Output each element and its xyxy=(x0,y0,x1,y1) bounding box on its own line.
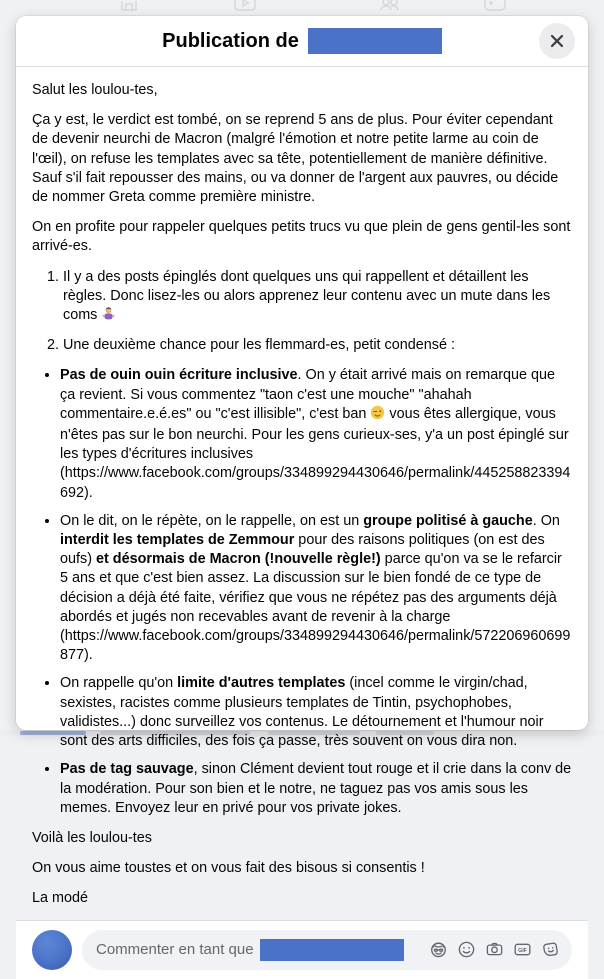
post-paragraph xyxy=(32,218,572,256)
post-text: parce qu'on va se le refarcir 5 ans et que c'est bien assez. La discussion sur le bien fondé de ce type de décision a déjà été faite, vérifiez que vous ne répétez pas des arguments déjà abordés et jugés non recevables avant de revenir à la charge (https://www.facebook.com/groups/334899294430646/permalink/572206960699877). xyxy=(60,551,571,664)
dialog-title: Publication de xyxy=(162,30,299,52)
author-name-redaction xyxy=(308,28,442,54)
comment-bar xyxy=(16,920,588,979)
post-dialog xyxy=(16,16,588,959)
emoji-icon[interactable] xyxy=(457,940,476,959)
comment-icon-row xyxy=(429,940,560,959)
post-paragraph xyxy=(32,889,572,908)
post-text: Voilà les loulou-tes xyxy=(32,829,152,846)
user-avatar xyxy=(32,930,72,970)
post-text: Ça y est, le verdict est tombé, on se reprend 5 ans de plus. Pour éviter cependant de devenir neurchi de Macron (malgré l'émotion et notre petite larme au coin de l'œil), on refuse les templates avec sa tête, potentiellement de manière définitive. Sauf s'il fait repousser des mains, ou va donner de l'argent aux pauvres, ou décide de nommer Greta comme première ministre. xyxy=(32,112,559,206)
dialog-header xyxy=(16,16,588,67)
post-text: Il y a des posts épinglés dont quelques uns qui rappellent et détaillent les règles. Donc lisez-les ou alors apprenez leur contenu avec un mute dans les coms xyxy=(63,268,551,324)
post-text: On le dit, on le répète, on le rappelle, on est un xyxy=(60,512,364,529)
background-groups-icon xyxy=(378,0,402,13)
comment-name-redaction xyxy=(260,939,404,961)
gif-icon[interactable] xyxy=(513,940,532,959)
winking-face-emoji xyxy=(370,405,385,426)
post-text: Une deuxième chance pour les flemmard-es, petit condensé : xyxy=(63,337,455,354)
post-text: Salut les loulou-tes, xyxy=(32,82,158,98)
post-text: On rappelle qu'on xyxy=(60,675,178,692)
post-text: . On xyxy=(532,512,560,529)
svg-text:GIF: GIF xyxy=(518,948,527,955)
post-text: La modé xyxy=(32,890,89,907)
post-text-bold: groupe politisé à gauche xyxy=(363,512,533,529)
comment-input[interactable] xyxy=(82,930,572,970)
close-icon xyxy=(547,31,567,51)
background-watch-icon xyxy=(233,0,257,13)
post-text: On vous aime toustes et on vous fait des bisous si consentis ! xyxy=(32,860,425,877)
post-text-bold: interdit les templates de Zemmour xyxy=(60,532,295,549)
post-text: pour des raisons politiques (on est des oufs) xyxy=(60,532,545,568)
post-list-item xyxy=(60,674,572,751)
post-list-item xyxy=(63,336,572,355)
post-paragraph xyxy=(32,859,572,878)
background-gaming-icon xyxy=(483,0,507,13)
avatar-icon[interactable] xyxy=(429,940,448,959)
sticker-icon[interactable] xyxy=(541,940,560,959)
post-text: vous êtes allergique, vous n'êtes pas sur le bon neurchi. Pour les gens curieux-ses, y'a un post épinglé sur les types d'écritures inclusives (https://www.facebook.com/groups/334899294430646/permalink/445258823394692). xyxy=(60,405,571,501)
post-text-bold: et désormais de Macron (!nouvelle règle!) xyxy=(96,551,381,568)
comment-placeholder: Commenter en tant que xyxy=(96,941,254,959)
post-list-item xyxy=(60,366,572,502)
post-list-item xyxy=(63,268,572,328)
post-text: (incel comme le virgin/chad, sexistes, racistes comme plusieurs templates de Tintin, psychophobes, validistes...) donc surveillez vos contenus. Le détournement et l'humour noir sont des arts difficiles, des fois ça passe, très souvent on vous dira non. xyxy=(60,675,544,750)
post-paragraph xyxy=(32,829,572,848)
camera-icon[interactable] xyxy=(485,940,504,959)
post-list-item xyxy=(60,760,572,818)
background-home-icon xyxy=(118,0,140,13)
post-paragraph xyxy=(32,81,572,100)
post-text-bold: Pas de tag sauvage xyxy=(60,761,194,778)
post-text: , sinon Clément devient tout rouge et il crie dans la conv de la modération. Pour son bien et le notre, ne taguez pas vos amis sous les memes. Envoyez leur en privé pour vos private jokes. xyxy=(60,761,572,816)
post-text: On en profite pour rappeler quelques petits trucs vu que plein de gens gentil-les sont arrivé-es. xyxy=(32,219,571,255)
post-list-item xyxy=(60,512,572,666)
post-paragraph xyxy=(32,111,572,207)
post-text: . On y était arrivé mais on remarque que ça revient. Si vous commentez "taon c'est une mouche" "ahahah commentaire.e.é.es" ou "c'est illisible", c'est ban xyxy=(60,367,556,422)
post-text-bold: Pas de ouin ouin écriture inclusive xyxy=(60,367,298,384)
post-numbered-list xyxy=(32,268,572,356)
post-bullet-list xyxy=(32,366,572,817)
post-body xyxy=(16,67,588,920)
close-button[interactable] xyxy=(539,23,575,59)
post-text-bold: limite d'autres templates xyxy=(177,675,346,692)
person-bowing-emoji xyxy=(101,306,116,327)
